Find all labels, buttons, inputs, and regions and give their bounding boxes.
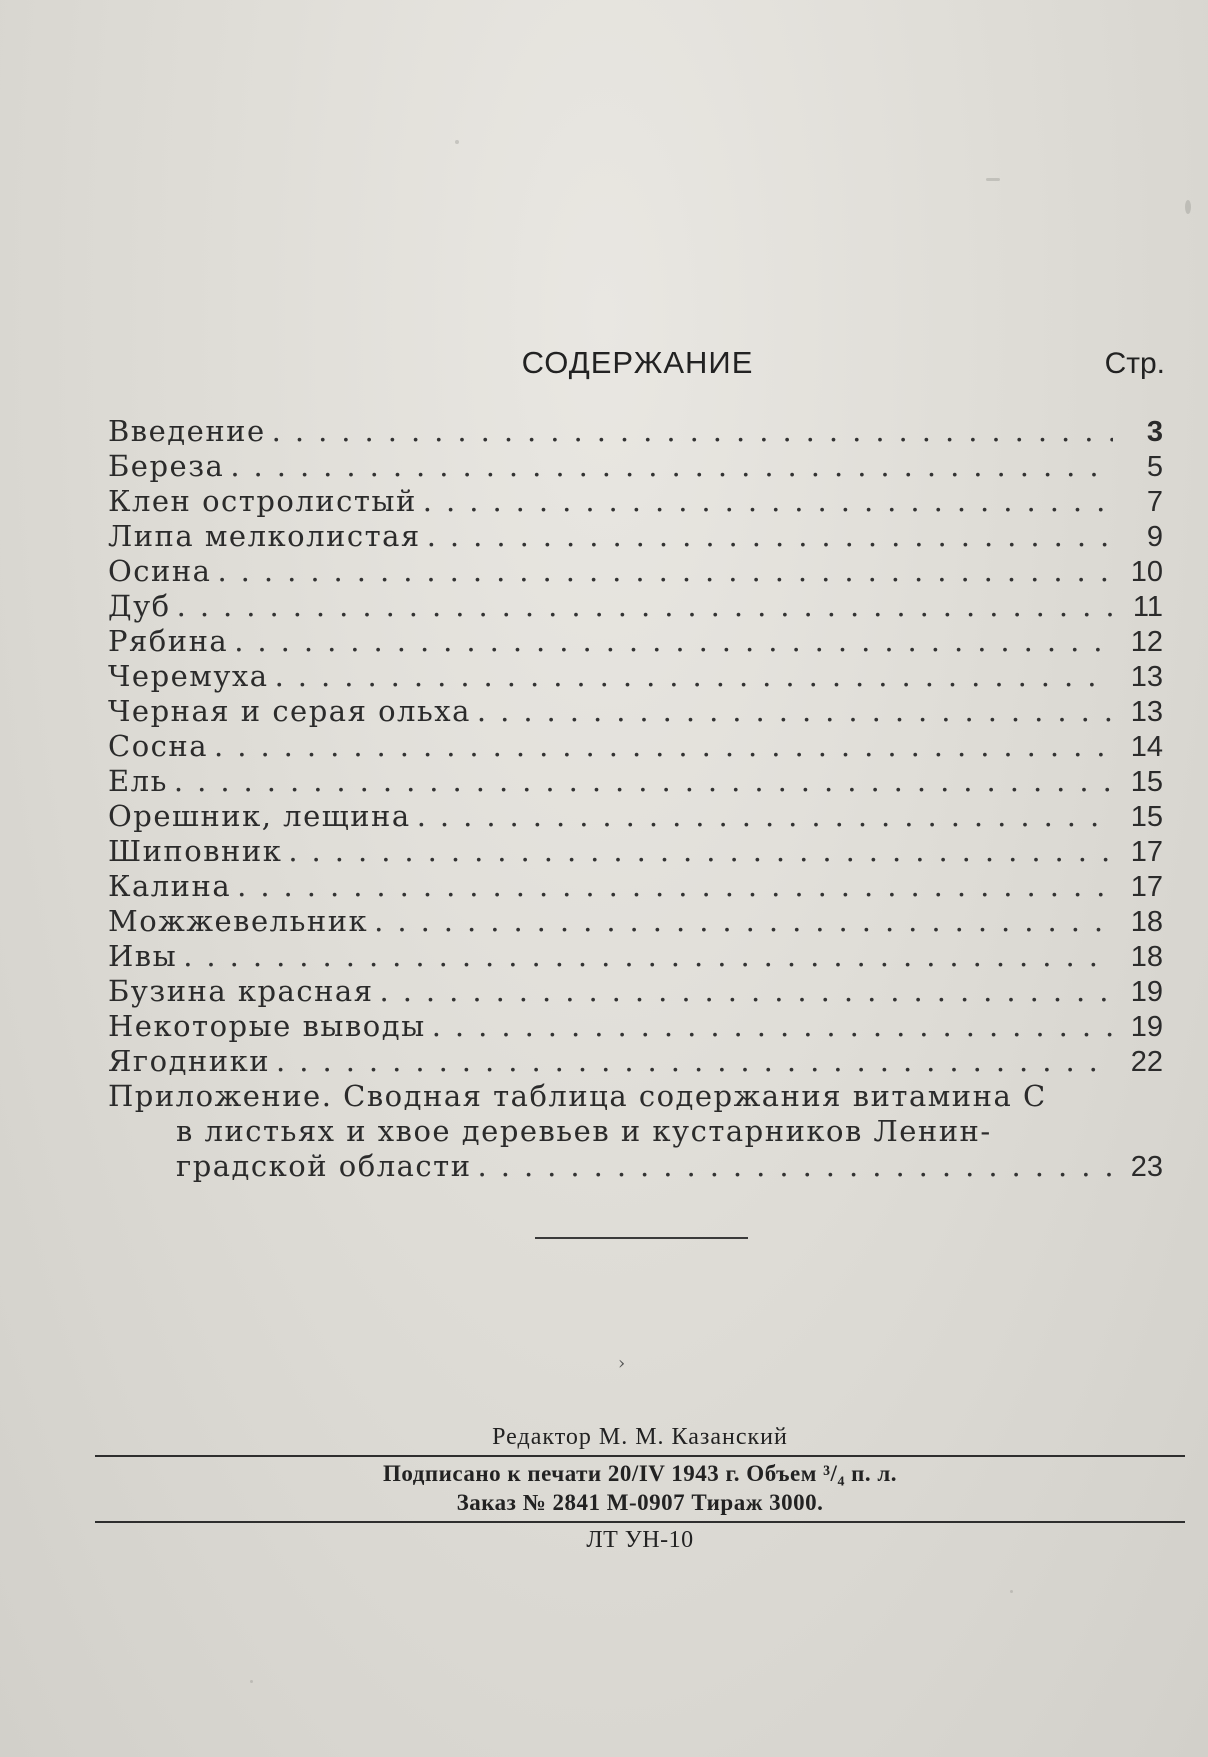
toc-header	[110, 345, 1165, 395]
toc-entry-page: 3	[1146, 416, 1163, 448]
toc-leader-dots	[174, 764, 1113, 799]
toc-page-column-label: Стр.	[1104, 347, 1165, 380]
toc-entry-page: 17	[1130, 836, 1163, 868]
print-mark-icon: ›	[618, 1353, 626, 1374]
toc-leader-dots	[423, 484, 1113, 519]
toc-entry	[108, 589, 1163, 624]
toc-leader-dots	[272, 414, 1113, 449]
toc-entry-label: Осина	[108, 554, 212, 588]
toc-leader-dots	[177, 589, 1113, 624]
toc-entry-page: 5	[1146, 451, 1163, 483]
toc-entry-page: 18	[1130, 906, 1163, 938]
paper-speck	[1185, 200, 1191, 214]
toc-entry-label: Калина	[108, 869, 232, 903]
toc-entry	[108, 764, 1163, 799]
toc-leader-dots	[183, 939, 1113, 974]
toc-title: СОДЕРЖАНИЕ	[521, 345, 754, 380]
toc-leader-dots	[275, 659, 1113, 694]
toc-leader-dots	[214, 729, 1113, 764]
toc-entry-label: Рябина	[108, 624, 229, 658]
toc-entry	[108, 484, 1163, 519]
toc-leader-dots	[217, 554, 1113, 589]
toc-entry	[108, 554, 1163, 589]
toc-entry-page: 11	[1132, 591, 1163, 623]
toc-entry	[108, 414, 1163, 449]
imprint-order: Заказ № 2841 М-0907 Тираж 3000.	[456, 1490, 824, 1515]
toc-entry-page: 17	[1130, 871, 1163, 903]
toc-entry	[108, 834, 1163, 869]
toc-entry	[108, 799, 1163, 834]
paper-speck	[1010, 1590, 1013, 1593]
toc-entry-page: 18	[1130, 941, 1163, 973]
paper-speck	[986, 178, 1000, 181]
toc-entry-page: 14	[1130, 731, 1163, 763]
toc-entry-page: 23	[1130, 1151, 1163, 1183]
toc-entry-label: Ель	[108, 764, 168, 798]
toc-entry	[108, 939, 1163, 974]
toc-entry	[108, 974, 1163, 1009]
toc-appendix-line: в листьях и хвое деревьев и кустарников Ленин-	[176, 1114, 992, 1148]
toc-entry-page: 19	[1130, 1011, 1163, 1043]
toc-leader-dots	[432, 1009, 1113, 1044]
toc-leader-dots	[417, 799, 1113, 834]
toc-entry-page: 9	[1146, 521, 1163, 553]
toc-entry-label: Сосна	[108, 729, 209, 763]
toc-leader-dots	[276, 1044, 1113, 1079]
imprint-rule-bottom	[95, 1521, 1185, 1523]
toc-list	[108, 414, 1163, 1184]
toc-entry-label: Липа мелколистая	[108, 519, 421, 553]
toc-entry	[108, 1044, 1163, 1079]
toc-entry-label: Бузина красная	[108, 974, 374, 1008]
toc-entry-label: Дуб	[108, 589, 171, 623]
toc-entry	[108, 659, 1163, 694]
toc-entry-label: Ягодники	[108, 1044, 271, 1078]
toc-entry-page: 15	[1130, 801, 1163, 833]
toc-leader-dots	[234, 624, 1113, 659]
toc-leader-dots	[230, 449, 1113, 484]
toc-entry-label: Черная и серая ольха	[108, 694, 471, 728]
toc-entry-page: 13	[1130, 696, 1163, 728]
toc-leader-dots	[237, 869, 1113, 904]
toc-appendix-entry	[108, 1149, 1163, 1184]
toc-entry	[108, 624, 1163, 659]
editor-credit: Редактор М. М. Казанский	[492, 1424, 788, 1450]
toc-entry-label: Береза	[108, 449, 225, 483]
toc-entry	[108, 869, 1163, 904]
toc-leader-dots	[477, 694, 1113, 729]
toc-entry-page: 15	[1130, 766, 1163, 798]
toc-leader-dots	[427, 519, 1113, 554]
toc-entry-label: Можжевельник	[108, 904, 369, 938]
toc-entry	[108, 519, 1163, 554]
toc-entry-label: Ивы	[108, 939, 178, 973]
toc-appendix-line: Приложение. Сводная таблица содержания витамина С	[108, 1079, 1047, 1113]
paper-speck	[250, 1680, 253, 1683]
paper-speck	[455, 140, 459, 144]
toc-entry	[108, 904, 1163, 939]
toc-leader-dots	[288, 834, 1113, 869]
toc-entry-label: Клен остролистый	[108, 484, 417, 518]
toc-entry-page: 7	[1146, 486, 1163, 518]
toc-leader-dots	[478, 1149, 1113, 1184]
toc-entry	[108, 729, 1163, 764]
section-divider	[535, 1237, 748, 1239]
toc-entry-page: 12	[1130, 626, 1163, 658]
toc-leader-dots	[374, 904, 1113, 939]
imprint-signed: Подписано к печати 20/IV 1943 г. Объем ³/₄ п. л.	[383, 1461, 897, 1486]
toc-entry	[108, 1009, 1163, 1044]
imprint-code: ЛТ УН-10	[586, 1527, 694, 1553]
toc-entry-page: 22	[1130, 1046, 1163, 1078]
toc-entry-label: градской области	[176, 1149, 472, 1183]
toc-entry	[108, 694, 1163, 729]
toc-entry-page: 10	[1130, 556, 1163, 588]
toc-entry-label: Введение	[108, 414, 266, 448]
imprint-rule-top	[95, 1455, 1185, 1457]
toc-leader-dots	[380, 974, 1114, 1009]
toc-entry-label: Орешник, лещина	[108, 799, 411, 833]
toc-entry	[108, 449, 1163, 484]
toc-entry-label: Некоторые выводы	[108, 1009, 426, 1043]
toc-entry-page: 19	[1130, 976, 1163, 1008]
toc-entry-page: 13	[1130, 661, 1163, 693]
toc-entry-label: Черемуха	[108, 659, 269, 693]
toc-entry-label: Шиповник	[108, 834, 283, 868]
